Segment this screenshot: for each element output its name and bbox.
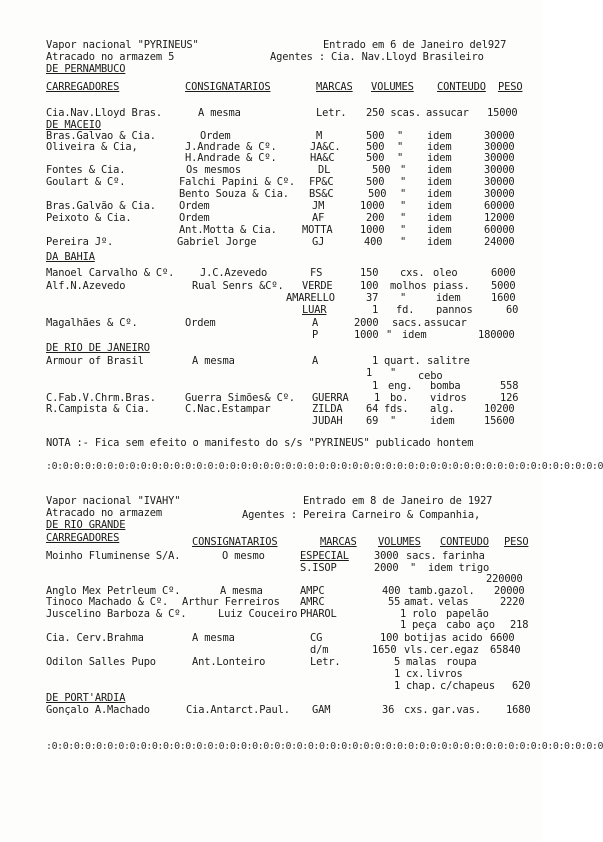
volume-cell: 1 (394, 668, 401, 680)
unit-cell: cxs. (404, 704, 429, 716)
content-cell: cabo aço (446, 619, 495, 631)
volume-cell: 36 (382, 704, 395, 716)
unit-cell: " (400, 164, 407, 176)
shipper-cell: Peixoto & Cia. (46, 212, 132, 224)
unit-cell: " (397, 130, 404, 142)
section-separator: :0:0:0:0:0:0:0:0:0:0:0:0:0:0:0:0:0:0:0:0:0:0:0:0:0:0:0:0:0:0:0:0:0:0:0:0:0:0:0:0:0:0:0:0:0:0:0:0:0:0 (46, 461, 603, 472)
origin-heading: DE MACEIO (46, 119, 101, 131)
weight-cell: 126 (500, 392, 519, 404)
consignee-cell: Bento Souza & Cia. (179, 188, 289, 200)
weight-cell: 2220 (500, 596, 525, 608)
mark-cell: FP&C (309, 176, 334, 188)
volume-cell: 37 (366, 292, 379, 304)
shipper-cell: Bras.Galvão & Cia. (46, 200, 156, 212)
consignee-cell: J.C.Azevedo (200, 267, 268, 279)
volume-cell: 500 (366, 141, 385, 153)
mark-cell: GJ (312, 236, 325, 248)
content-cell: alg. (430, 403, 455, 415)
unit-cell: " (390, 415, 397, 427)
consignee-cell: A mesma (192, 632, 235, 644)
consignee-cell: Arthur Ferreiros (182, 596, 280, 608)
mark-cell: AMARELLO (286, 292, 335, 304)
weight-cell: 30000 (484, 188, 515, 200)
mark-cell: ESPECIAL (300, 550, 349, 562)
volume-cell: 150 (360, 267, 379, 279)
unit-cell: " (400, 212, 407, 224)
volume-cell: 3000 (374, 550, 399, 562)
unit-cell: bo. (390, 392, 409, 404)
content-cell: idem (427, 152, 452, 164)
unit-cell: cxs. (400, 267, 425, 279)
unit-cell: " (410, 562, 417, 574)
weight-cell: 180000 (478, 329, 515, 341)
volume-cell: 1000 (360, 200, 385, 212)
consignee-cell: A mesma (192, 355, 235, 367)
dock-info: Atracado no armazem 5 (46, 51, 175, 63)
unit-cell: " (397, 152, 404, 164)
shipper-cell: Alf.N.Azevedo (46, 280, 126, 292)
col-header-shipper: CARREGADORES (46, 532, 120, 544)
weight-cell: 30000 (484, 176, 515, 188)
content-cell: vidros (430, 392, 467, 404)
content-cell: cer.egaz (430, 644, 479, 656)
vessel-title: Vapor nacional "IVAHY" (46, 495, 181, 507)
weight-cell: 20000 (494, 585, 525, 597)
consignee-cell: Ordem (179, 200, 210, 212)
mark-cell: FS (310, 267, 323, 279)
mark-cell: LUAR (302, 304, 327, 316)
mark-cell: S.ISOP (300, 562, 337, 574)
unit-cell: quart. (384, 355, 421, 367)
shipper-cell: Oliveira & Cia, (46, 141, 138, 153)
weight-cell: 6000 (491, 267, 516, 279)
col-header-marks: MARCAS (316, 81, 353, 93)
mark-cell: VERDE (302, 280, 333, 292)
volume-cell: 5 (394, 656, 401, 668)
col-header-consignee: CONSIGNATARIOS (185, 81, 271, 93)
col-header-weight: PESO (504, 536, 529, 548)
content-cell: papelão (446, 608, 489, 620)
shipper-cell: Magalhães & Cº. (46, 317, 138, 329)
mark-cell: AMRC (300, 596, 325, 608)
weight-cell: 30000 (484, 152, 515, 164)
mark-cell: JA&C. (310, 141, 341, 153)
mark-cell: Letr. (310, 656, 341, 668)
volume-cell: 55 (388, 596, 401, 608)
volume-cell: 1 (400, 619, 407, 631)
shipper-cell: Anglo Mex Petrleum Cº. (46, 585, 181, 597)
origin-heading: DE PORT'ARDIA (46, 692, 126, 704)
content-cell: idem (436, 292, 461, 304)
weight-cell: 10200 (484, 403, 515, 415)
content-cell: gar.vas. (432, 704, 481, 716)
col-header-marks: MARCAS (320, 536, 357, 548)
content-cell: livros (426, 668, 463, 680)
unit-cell: fd. (396, 304, 415, 316)
weight-cell: 60 (506, 304, 519, 316)
shipper-cell: C.Fab.V.Chrm.Bras. (46, 392, 156, 404)
consignee-cell: O mesmo (222, 550, 265, 562)
volume-cell: 100 (380, 632, 399, 644)
consignee-cell: Gabriel Jorge (177, 236, 257, 248)
agents-info: Agentes : Cia. Nav.Lloyd Brasileiro (270, 51, 484, 63)
mark-cell: JUDAH (312, 415, 343, 427)
unit-cell: amat. (404, 596, 435, 608)
unit-cell: chap. (406, 680, 437, 692)
col-header-volumes: VOLUMES (378, 536, 421, 548)
weight-cell: 65840 (490, 644, 521, 656)
unit-cell: " (400, 224, 407, 236)
mark-cell: Letr. (316, 107, 347, 119)
weight-cell: 620 (512, 680, 531, 692)
volume-cell: 500 (366, 152, 385, 164)
mark-cell: AMPC (300, 585, 325, 597)
consignee-cell: Ant.Motta & Cia. (179, 224, 277, 236)
content-cell: cebo (418, 370, 443, 382)
mark-cell: PHAROL (300, 608, 337, 620)
volume-cell: 500 (366, 130, 385, 142)
volume-cell: 1 (374, 392, 381, 404)
unit-cell: botijas (404, 632, 447, 644)
unit-cell: tamb. (408, 585, 439, 597)
content-cell: idem (427, 141, 452, 153)
unit-cell: vls. (404, 644, 429, 656)
content-cell: c/chapeus (440, 680, 495, 692)
shipper-cell: Armour of Brasil (46, 355, 144, 367)
consignee-cell: C.Nac.Estampar (185, 403, 271, 415)
content-cell: pannos (436, 304, 473, 316)
consignee-cell: Ordem (200, 130, 231, 142)
volume-cell: 500 (368, 188, 387, 200)
volume-cell: 1 (372, 304, 379, 316)
volume-cell: 1 (400, 608, 407, 620)
vessel-title: Vapor nacional "PYRINEUS" (46, 39, 199, 51)
volume-cell: 500 (366, 176, 385, 188)
manifest-note: NOTA :- Fica sem efeito o manifesto do s/s "PYRINEUS" publicado hontem (46, 437, 474, 449)
unit-cell: " (397, 141, 404, 153)
content-cell: idem (427, 200, 452, 212)
mark-cell: M (316, 130, 323, 142)
volume-cell: 1 (394, 680, 401, 692)
unit-cell: fds. (384, 403, 409, 415)
content-cell: idem (427, 224, 452, 236)
volume-cell: 69 (366, 415, 379, 427)
volume-cell: 1000 (354, 329, 379, 341)
weight-cell: 12000 (484, 212, 515, 224)
origin-heading: DE RIO GRANDE (46, 519, 126, 531)
arrival-date: Entrado em 6 de Janeiro del927 (323, 39, 507, 51)
consignee-cell: Falchi Papini & Cº. (179, 176, 296, 188)
unit-cell: molhos (390, 280, 427, 292)
content-cell: roupa (446, 656, 477, 668)
unit-cell: " (386, 329, 393, 341)
consignee-cell: A mesma (220, 585, 263, 597)
content-cell: acido (452, 632, 483, 644)
mark-cell: GAM (312, 704, 331, 716)
volume-cell: 400 (382, 585, 401, 597)
mark-cell: ZILDA (312, 403, 343, 415)
content-cell: idem (427, 176, 452, 188)
weight-cell: 5000 (491, 280, 516, 292)
consignee-cell: H.Andrade & Cº. (185, 152, 277, 164)
unit-cell: rolo (412, 608, 437, 620)
weight-cell: 30000 (484, 130, 515, 142)
weight-cell: 558 (500, 380, 519, 392)
col-header-consignee: CONSIGNATARIOS (192, 536, 278, 548)
shipper-cell: Gonçalo A.Machado (46, 704, 150, 716)
consignee-cell: Guerra Simões& Cº. (185, 392, 295, 404)
volume-cell: 1000 (360, 224, 385, 236)
volume-cell: 250 scas. (366, 107, 421, 119)
content-cell: idem (427, 130, 452, 142)
unit-cell: sacs. (406, 550, 437, 562)
weight-cell: 1680 (506, 704, 531, 716)
content-cell: idem (430, 415, 455, 427)
agents-info: Agentes : Pereira Carneiro & Companhia, (242, 509, 481, 521)
weight-cell: 24000 (484, 236, 515, 248)
mark-cell: AF (312, 212, 325, 224)
weight-cell: 30000 (484, 164, 515, 176)
unit-cell: " (400, 188, 407, 200)
content-cell: idem (402, 329, 427, 341)
shipper-cell: Pereira Jº. (46, 236, 114, 248)
volume-cell: 500 (372, 164, 391, 176)
mark-cell: A (312, 355, 319, 367)
shipper-cell: Fontes & Cia. (46, 164, 126, 176)
volume-cell: 100 (360, 280, 379, 292)
mark-cell: JM (312, 200, 325, 212)
weight-cell: 220000 (486, 573, 523, 585)
unit-cell: " (400, 292, 407, 304)
unit-cell: sacs. (392, 317, 423, 329)
weight-cell: 30000 (484, 141, 515, 153)
volume-cell: 400 (364, 236, 383, 248)
shipper-cell: Goulart & Cº. (46, 176, 126, 188)
shipper-cell: Cia. Cerv.Brahma (46, 632, 144, 644)
col-header-weight: PESO (498, 81, 523, 93)
volume-cell: 1 (366, 367, 373, 379)
mark-cell: DL (318, 164, 331, 176)
content-cell: oleo (433, 267, 458, 279)
col-header-shipper: CARREGADORES (46, 81, 120, 93)
dock-info: Atracado no armazem (46, 507, 163, 519)
weight-cell: 60000 (484, 200, 515, 212)
content-cell: idem (427, 164, 452, 176)
content-cell: idem trigo (428, 562, 490, 574)
col-header-contents: CONTEUDO (437, 81, 486, 93)
content-cell: idem (427, 188, 452, 200)
unit-cell: eng. (388, 380, 413, 392)
volume-cell: 2000 (374, 562, 399, 574)
weight-cell: 1600 (491, 292, 516, 304)
col-header-contents: CONTEUDO (440, 536, 489, 548)
unit-cell: " (400, 236, 407, 248)
consignee-cell: Ordem (185, 317, 216, 329)
content-cell: salitre (427, 355, 470, 367)
mark-cell: CG (310, 632, 323, 644)
weight-cell: 15600 (484, 415, 515, 427)
mark-cell: HA&C (310, 152, 335, 164)
volume-cell: 1 (372, 380, 379, 392)
volume-cell: 2000 (354, 317, 379, 329)
consignee-cell: Os mesmos (186, 164, 241, 176)
mark-cell: MOTTA (302, 224, 333, 236)
consignee-cell: Ant.Lonteiro (192, 656, 266, 668)
consignee-cell: Luiz Couceiro (218, 608, 298, 620)
unit-cell: malas (406, 656, 437, 668)
origin-heading: DA BAHIA (46, 251, 95, 263)
unit-cell: cx. (406, 668, 425, 680)
consignee-cell: A mesma (198, 107, 241, 119)
shipper-cell: Tinoco Machado & Cº. (46, 596, 169, 608)
content-cell: idem (427, 236, 452, 248)
content-cell: assucar (426, 107, 469, 119)
unit-cell: peça (412, 619, 437, 631)
shipper-cell: Manoel Carvalho & Cº. (46, 267, 175, 279)
col-header-volumes: VOLUMES (371, 81, 414, 93)
mark-cell: BS&C (309, 188, 334, 200)
weight-cell: 6600 (490, 632, 515, 644)
content-cell: gazol. (438, 585, 475, 597)
content-cell: assucar (424, 317, 467, 329)
consignee-cell: Cia.Antarct.Paul. (186, 704, 290, 716)
weight-cell: 218 (510, 619, 529, 631)
shipper-cell: Odilon Salles Pupo (46, 656, 156, 668)
shipper-cell: Moinho Fluminense S/A. (46, 550, 181, 562)
volume-cell: 1 (372, 355, 379, 367)
unit-cell: " (400, 200, 407, 212)
origin-heading: DE RIO DE JANEIRO (46, 342, 150, 354)
arrival-date: Entrado em 8 de Janeiro de 1927 (303, 495, 493, 507)
shipper-cell: Cia.Nav.Lloyd Bras. (46, 107, 163, 119)
content-cell: idem (427, 212, 452, 224)
content-cell: velas (438, 596, 469, 608)
volume-cell: 1650 (372, 644, 397, 656)
volume-cell: 200 (366, 212, 385, 224)
mark-cell: d/m (310, 644, 329, 656)
shipper-cell: R.Campista & Cia. (46, 403, 150, 415)
mark-cell: A (312, 317, 319, 329)
unit-cell: " (400, 176, 407, 188)
section-separator: :0:0:0:0:0:0:0:0:0:0:0:0:0:0:0:0:0:0:0:0:0:0:0:0:0:0:0:0:0:0:0:0:0:0:0:0:0:0:0:0:0:0:0:0:0:0:0:0:0:0 (46, 741, 603, 752)
unit-cell: " (390, 367, 397, 379)
volume-cell: 64 (366, 403, 379, 415)
content-cell: bomba (430, 380, 461, 392)
shipper-cell: Bras.Galvao & Cia. (46, 130, 156, 142)
mark-cell: P (312, 329, 319, 341)
weight-cell: 15000 (487, 107, 518, 119)
consignee-cell: J.Andrade & Cº. (185, 141, 277, 153)
shipper-cell: Juscelino Barboza & Cº. (46, 608, 187, 620)
origin-heading: DE PERNAMBUCO (46, 63, 126, 75)
content-cell: farinha (442, 550, 485, 562)
content-cell: piass. (433, 280, 470, 292)
mark-cell: GUERRA (312, 392, 349, 404)
consignee-cell: Ordem (179, 212, 210, 224)
consignee-cell: Rual Senrs &Cº. (192, 280, 284, 292)
weight-cell: 60000 (484, 224, 515, 236)
